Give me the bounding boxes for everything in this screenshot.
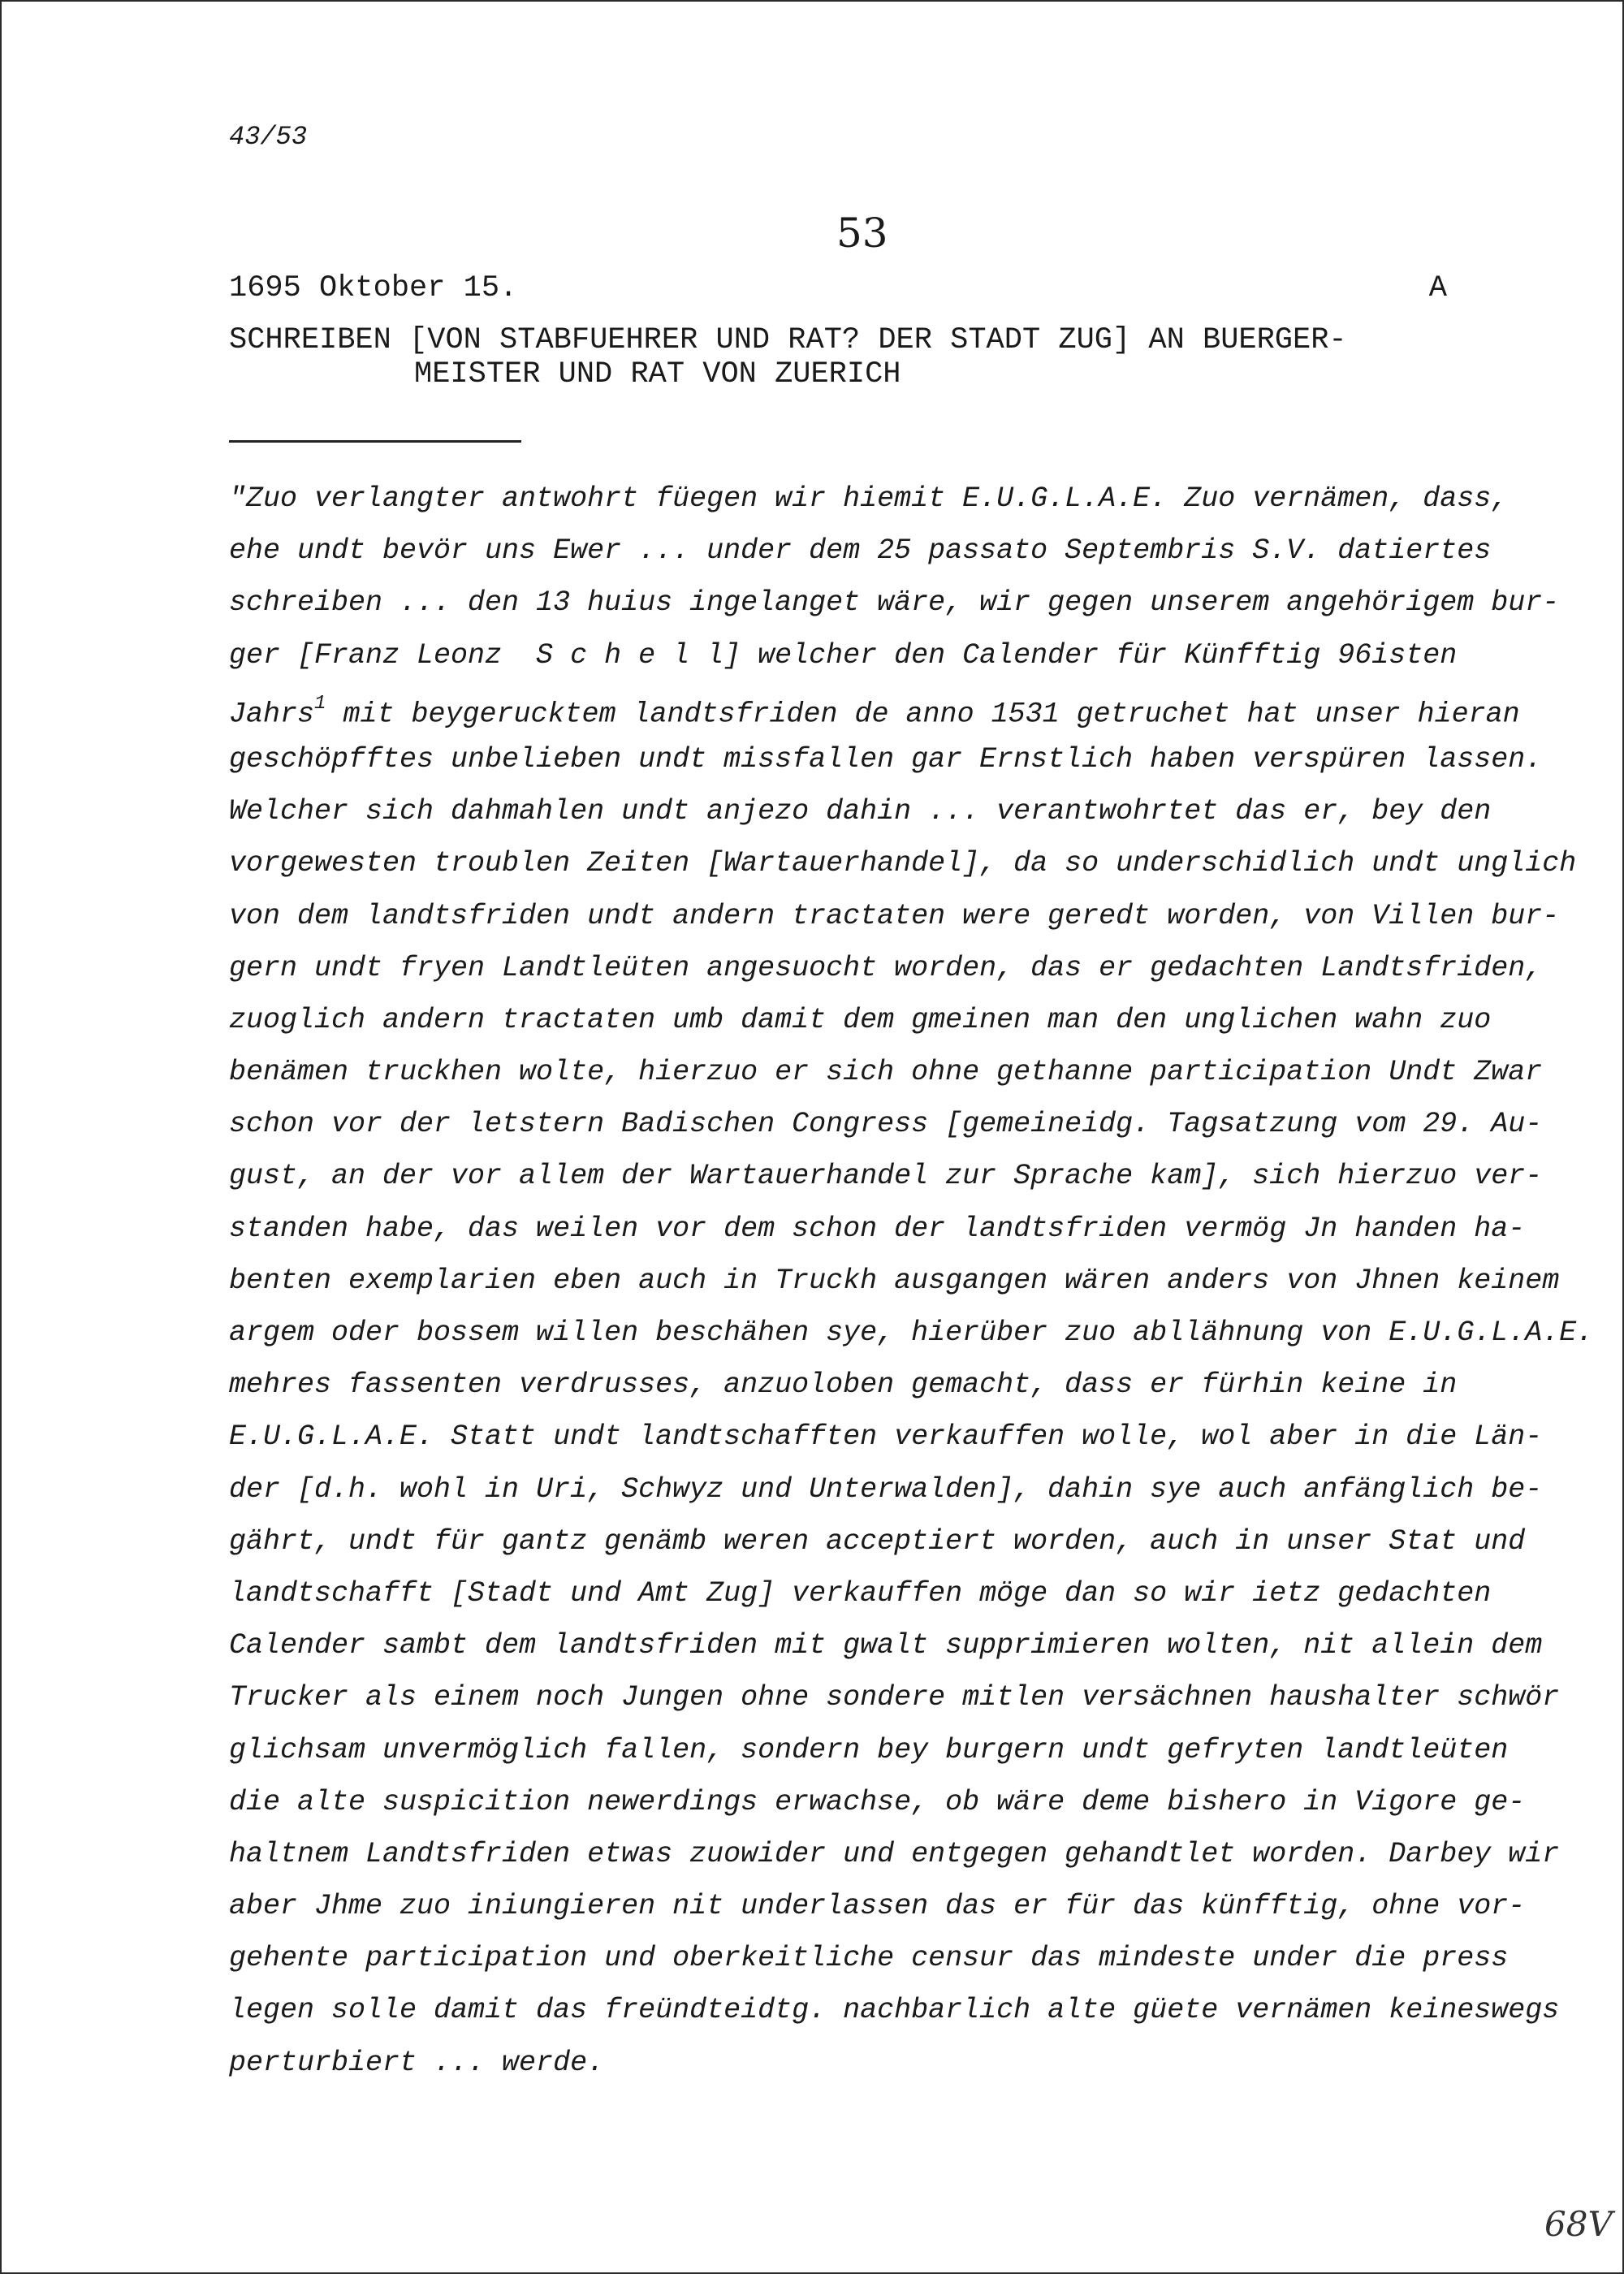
text-line: aber Jhme zuo iniungieren nit underlassen das er für das künfftig, ohne vor- [229,1890,1526,1923]
text-line: standen habe, das weilen vor dem schon der landtsfriden vermög Jn handen ha- [229,1212,1526,1245]
text-line: Welcher sich dahmahlen undt anjezo dahin ... verantwohrtet das er, bey den [229,795,1492,828]
text-line: benämen truckhen wolte, hierzuo er sich ohne gethanne participation Undt Zwar [229,1056,1543,1089]
text-line: gehente participation und oberkeitliche censur das mindeste under die press [229,1942,1509,1975]
text-line: ehe undt bevör uns Ewer ... under dem 25 passato Septembris S.V. datiertes [229,534,1492,568]
handwritten-note: 68V [1544,2204,1613,2244]
document-title [229,323,1347,391]
text-line: gern undt fryen Landtleüten angesuocht worden, das er gedachten Landtsfriden, [229,951,1543,984]
text-line: benten exemplarien eben auch in Truckh ausgangen wären anders von Jhnen keinem [229,1264,1560,1297]
text-line: geschöpfftes unbelieben undt missfallen gar Ernstlich haben verspüren lassen. [229,742,1543,776]
text-line: schon vor der letstern Badischen Congress [gemeineidg. Tagsatzung vom 29. Au- [229,1108,1543,1141]
text-line: von dem landtsfriden undt andern tractaten were geredt worden, von Villen bur- [229,899,1560,932]
letter-body [229,479,1594,2147]
text-line [229,2095,1528,2147]
text-line: landtschafft [Stadt und Amt Zug] verkauffen möge dan so wir ietz gedachten [229,1576,1492,1610]
text-line: schreiben ... den 13 huius ingelanget wäre, wir gegen unserem angehörigem bur- [229,586,1560,620]
document-letter: A [1428,271,1447,305]
text-line: E.U.G.L.A.E. Statt undt landtschafften verkauffen wolle, wol aber in die Län- [229,1420,1543,1454]
text-line: ger [Franz Leonz S c h e l l] welcher den Calender für Künfftig 96isten [229,638,1458,672]
text-line: die alte suspicition newerdings erwachse, ob wäre deme bishero in Vigore ge- [229,1785,1526,1818]
text-line: zuoglich andern tractaten umb damit dem gmeinen man den unglichen wahn zuo [229,1003,1492,1036]
title-line-2: MEISTER UND RAT VON ZUERICH [414,357,901,391]
text-line: der [d.h. wohl in Uri, Schwyz und Unterwalden], dahin sye auch anfänglich be- [229,1472,1543,1506]
text-line: Trucker als einem noch Jungen ohne sondere mitlen versächnen haushalter schwör [229,1681,1560,1714]
text-line: mehres fassenten verdrusses, anzuoloben gemacht, dass er fürhin keine in [229,1368,1458,1402]
document-date: 1695 Oktober 15. [229,271,518,305]
text-line: glichsam unvermöglich fallen, sondern bey burgern undt gefryten landtleüten [229,1733,1509,1766]
footnote-marker: 1 [314,692,326,715]
text-line: haltnem Landtsfriden etwas zuowider und entgegen gehandtlet worden. Darbey wir [229,1837,1560,1870]
text-line: gährt, undt für gantz genämb weren acceptiert worden, auch in unser Stat und [229,1524,1526,1558]
text-line: legen solle damit das freündteidtg. nachbarlich alte güete vernämen keineswegs [229,1994,1560,2027]
line-start: Jahrs [229,698,315,731]
folio-number: 43/53 [229,122,308,152]
separator-rule [229,440,521,443]
text-line-with-footnote [229,688,1528,740]
text-line: Calender sambt dem landtsfriden mit gwalt supprimieren wolten, nit allein dem [229,1629,1543,1662]
text-line: "Zuo verlangter antwohrt füegen wir hiemit E.U.G.L.A.E. Zuo vernämen, dass, [229,482,1509,515]
title-line-1: SCHREIBEN [VON STABFUEHRER UND RAT? DER STADT ZUG] AN BUERGER- [229,323,1347,357]
text-line: argem oder bossem willen beschähen sye, hierüber zuo abllähnung von E.U.G.L.A.E. [229,1316,1594,1349]
text-line: gust, an der vor allem der Wartauerhandel zur Sprache kam], sich hierzuo ver- [229,1160,1543,1193]
line-end: mit beygerucktem landtsfriden de anno 1531 getruchet hat unser hieran [326,698,1520,731]
date-line [229,271,1447,305]
document-number: 53 [836,210,888,257]
text-line: vorgewesten troublen Zeiten [Wartauerhandel], da so underschidlich undt unglich [229,847,1577,880]
text-line: perturbiert ... werde. [229,2046,605,2079]
